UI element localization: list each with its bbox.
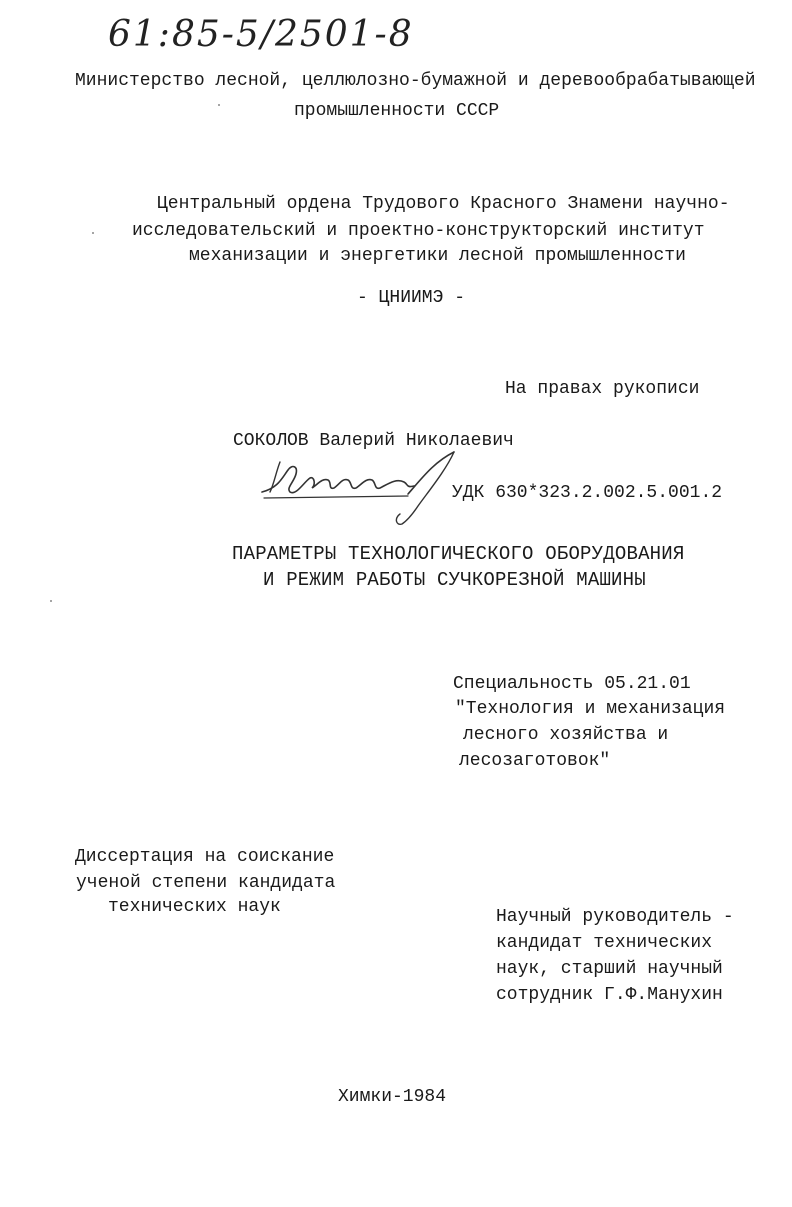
dissertation-line-3: технических наук — [108, 897, 281, 917]
rights-notice: На правах рукописи — [505, 379, 700, 399]
specialty-line-3: лесного хозяйства и — [463, 725, 669, 745]
handwritten-signature-icon — [258, 448, 458, 528]
supervisor-line-3: наук, старший научный — [496, 959, 723, 979]
place-year: Химки-1984 — [338, 1087, 447, 1107]
specialty-line-1: Специальность 05.21.01 — [453, 674, 691, 694]
thesis-title-line-2: И РЕЖИМ РАБОТЫ СУЧКОРЕЗНОЙ МАШИНЫ — [263, 569, 646, 591]
dissertation-line-2: ученой степени кандидата — [76, 873, 336, 893]
supervisor-line-4: сотрудник Г.Ф.Манухин — [496, 985, 723, 1005]
specialty-line-2: "Технология и механизация — [455, 699, 726, 719]
ministry-line-1: Министерство лесной, целлюлозно-бумажной и деревообрабатывающей — [75, 71, 756, 91]
author-name: СОКОЛОВ Валерий Николаевич — [233, 431, 514, 451]
institute-line-1: Центральный ордена Трудового Красного Знамени научно- — [157, 194, 730, 214]
scan-speck — [218, 104, 220, 106]
ministry-line-2: промышленности СССР — [294, 101, 500, 121]
specialty-line-4: лесозаготовок" — [459, 751, 611, 771]
udk-code: УДК 630*323.2.002.5.001.2 — [452, 483, 723, 503]
archive-number: 61:85-5/2501-8 — [108, 14, 414, 55]
scan-speck — [50, 600, 52, 602]
thesis-title-line-1: ПАРАМЕТРЫ ТЕХНОЛОГИЧЕСКОГО ОБОРУДОВАНИЯ — [232, 543, 685, 565]
institute-abbreviation: - ЦНИИМЭ - — [357, 288, 466, 308]
scan-speck — [92, 232, 94, 234]
dissertation-line-1: Диссертация на соискание — [75, 847, 335, 867]
institute-line-3: механизации и энергетики лесной промышленности — [189, 246, 686, 266]
supervisor-line-2: кандидат технических — [496, 933, 713, 953]
institute-line-2: исследовательский и проектно-конструкторский институт — [132, 221, 705, 241]
supervisor-line-1: Научный руководитель - — [496, 907, 734, 927]
